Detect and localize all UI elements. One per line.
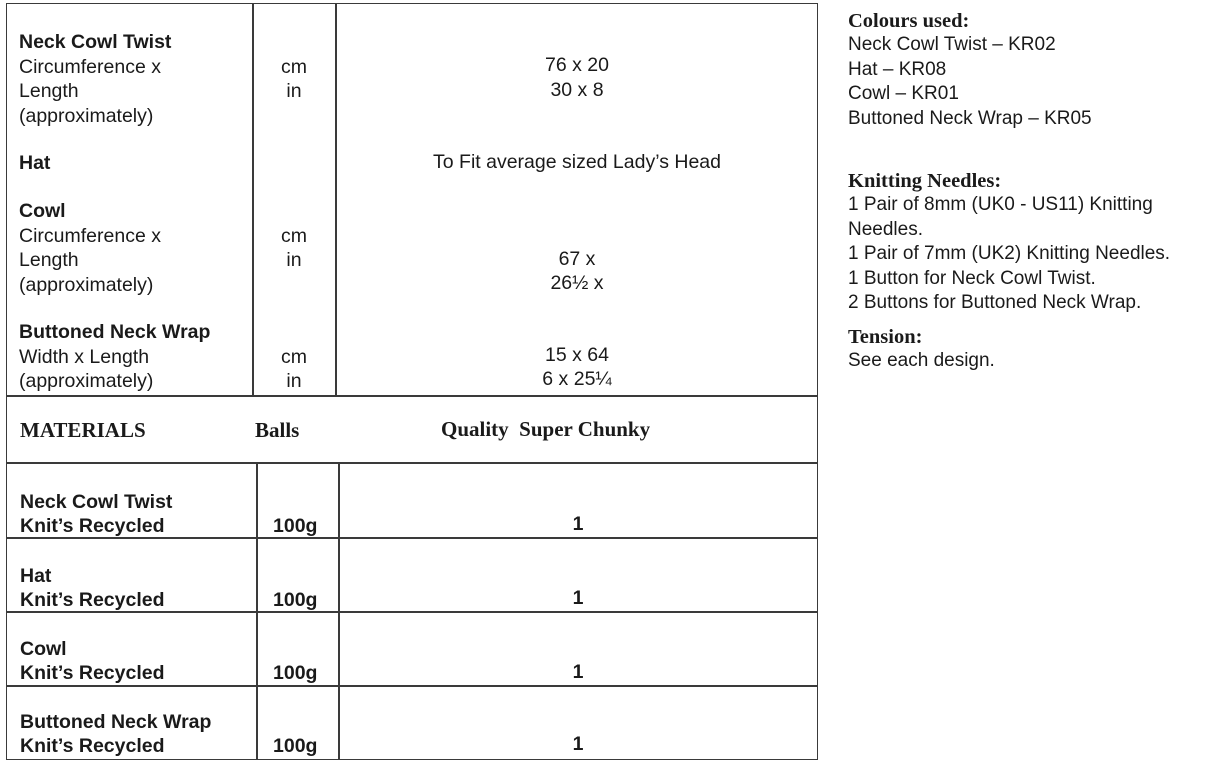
fit-note: To Fit average sized Lady’s Head [433, 151, 721, 173]
unit-label: in [286, 80, 302, 102]
materials-heading: MATERIALS [20, 418, 146, 442]
unit-label: cm [281, 56, 307, 78]
item-name-neck-cowl-twist: Neck Cowl Twist [19, 31, 172, 53]
needle-item: 1 Button for Neck Cowl Twist. [848, 267, 1096, 289]
ball-count: 1 [572, 661, 584, 683]
unit-label: in [286, 370, 302, 392]
measurement-value: 76 x 20 [545, 54, 609, 76]
item-name-buttoned-neck-wrap: Buttoned Neck Wrap [19, 321, 211, 343]
colours-heading: Colours used: [848, 10, 970, 32]
measurement-value: 15 x 64 [545, 344, 609, 366]
colours-section [848, 9, 1214, 131]
dimension-label: (approximately) [19, 370, 154, 392]
colour-item: Cowl – KR01 [848, 83, 959, 104]
dimension-label: (approximately) [19, 105, 154, 127]
yarn-name: Knit’s Recycled [20, 662, 165, 684]
needles-section [848, 169, 1214, 316]
ball-count: 1 [572, 733, 584, 755]
dimension-label: Width x Length [19, 346, 150, 368]
ball-count: 1 [572, 587, 584, 609]
material-name: Cowl [20, 638, 67, 660]
needle-item: 1 Pair of 8mm (UK0 - US11) Knitting [848, 194, 1153, 215]
item-name-cowl: Cowl [19, 200, 66, 222]
dimension-label: Circumference x [19, 56, 161, 78]
tension-section [848, 325, 1214, 374]
yarn-weight: 100g [273, 589, 318, 611]
ball-count: 1 [572, 513, 584, 535]
quality-heading: Quality Super Chunky [441, 417, 651, 441]
colour-item: Hat – KR08 [848, 58, 947, 80]
colour-item: Neck Cowl Twist – KR02 [848, 34, 1056, 55]
needles-heading: Knitting Needles: [848, 170, 1002, 192]
unit-label: cm [281, 346, 307, 368]
measurement-value: 6 x 25¼ [542, 368, 612, 390]
yarn-name: Knit’s Recycled [20, 589, 165, 611]
tension-heading: Tension: [848, 326, 923, 348]
dimension-label: (approximately) [19, 274, 154, 296]
dimension-label: Length [19, 80, 79, 102]
row-divider [6, 462, 818, 464]
yarn-weight: 100g [273, 662, 318, 684]
colour-item: Buttoned Neck Wrap – KR05 [848, 107, 1092, 129]
item-name-hat: Hat [19, 152, 51, 174]
tension-text: See each design. [848, 350, 995, 371]
dimension-label: Circumference x [19, 225, 161, 247]
unit-label: cm [281, 225, 307, 247]
material-name: Neck Cowl Twist [20, 491, 173, 513]
yarn-weight: 100g [273, 735, 318, 757]
row-divider [6, 395, 818, 397]
material-name: Hat [20, 565, 52, 587]
unit-label: in [286, 249, 302, 271]
needle-item: 1 Pair of 7mm (UK2) Knitting Needles. [848, 243, 1171, 264]
measurement-value: 67 x [558, 248, 596, 270]
yarn-name: Knit’s Recycled [20, 735, 165, 757]
yarn-name: Knit’s Recycled [20, 515, 165, 537]
balls-heading: Balls [255, 418, 300, 442]
material-name: Buttoned Neck Wrap [20, 711, 212, 733]
measurement-value: 26½ x [550, 272, 604, 294]
measurement-value: 30 x 8 [550, 79, 604, 101]
yarn-weight: 100g [273, 515, 318, 537]
dimension-label: Length [19, 249, 79, 271]
needle-item: 2 Buttons for Buttoned Neck Wrap. [848, 292, 1142, 313]
needle-item: Needles. [848, 218, 923, 240]
